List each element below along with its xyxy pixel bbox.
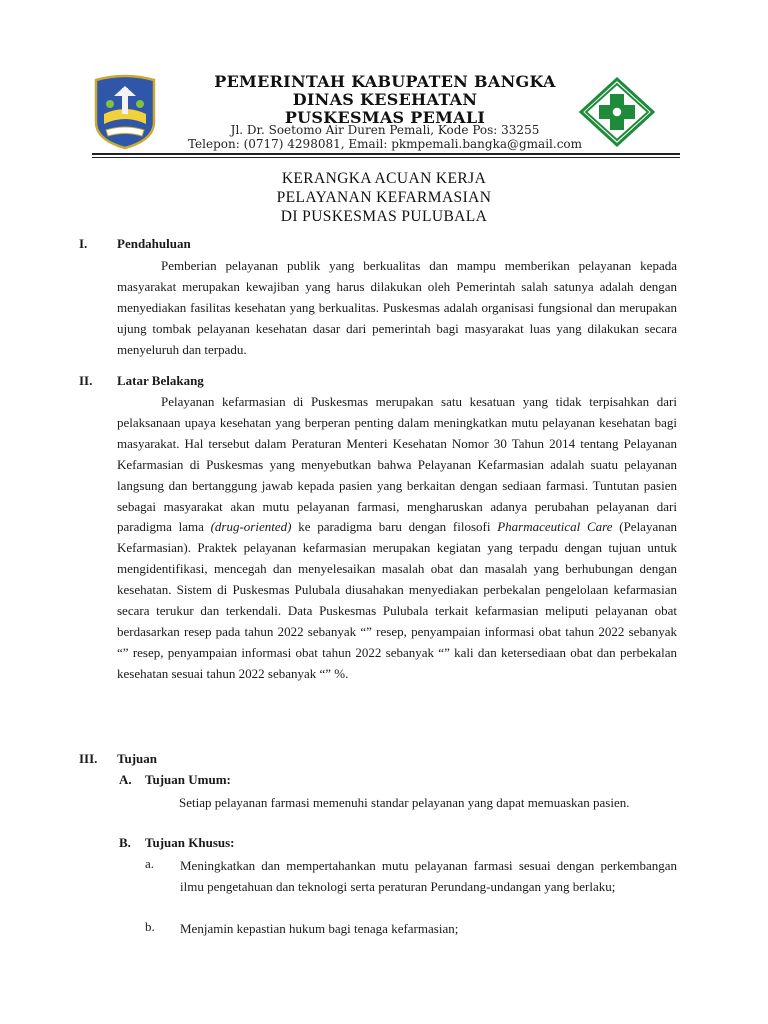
- letterhead-address: Jl. Dr. Soetomo Air Duren Pemali, Kode Pos: 33255: [230, 123, 540, 137]
- doc-title-line1: KERANGKA ACUAN KERJA: [281, 170, 487, 187]
- letterhead: [0, 62, 768, 162]
- list-item: Menjamin kepastian hukum bagi tenaga kefarmasian;: [180, 921, 459, 936]
- letterhead-rule-thin: [92, 157, 680, 158]
- letterhead-rule-thick: [92, 153, 680, 155]
- subsection-letter: A.: [119, 772, 132, 787]
- italic-term: Pharmaceutical Care: [497, 519, 613, 535]
- italic-term: (drug-oriented): [210, 519, 292, 535]
- letterhead-institution: PUSKESMAS PEMALI: [284, 108, 486, 127]
- list-item-letter: a.: [145, 856, 155, 871]
- doc-title-line2: PELAYANAN KEFARMASIAN: [276, 189, 492, 206]
- letterhead-department: DINAS KESEHATAN: [292, 90, 478, 109]
- section-number: III.: [79, 751, 98, 766]
- paragraph-text: Pelayanan kefarmasian di Puskesmas merupakan satu kesatuan yang tidak terpisahkan dari pelaksanaan upaya kesehatan yang berperan penting dalam meningkatkan mutu pelayanan kesehatan bagi masyarakat. Hal tersebut dalam Peraturan Menteri Kesehatan Nomor 30 Tahun 2014 tentang Pelayanan Kefarmasian di Puskesmas yang menyebutkan bahwa Pelayanan Kefarmasian adalah suatu pelayanan langsung dan bertanggung jawab kepada pasien yang berkaitan dengan sediaan farmasi. Tuntutan pasien sebagai masyarakat akan mutu pelayanan farmasi, mengharuskan adanya perubahan pelayanan dari paradigma lama: [117, 394, 677, 535]
- subsection-letter: B.: [119, 835, 131, 850]
- list-item-letter: b.: [145, 919, 155, 934]
- subsection-title: Tujuan Umum:: [145, 772, 231, 787]
- letterhead-government: PEMERINTAH KABUPATEN BANGKA: [214, 72, 556, 91]
- section-paragraph: [117, 392, 677, 685]
- paragraph-text: Pemberian pelayanan publik yang berkualitas dan mampu memberikan pelayanan kepada masyarakat merupakan kewajiban yang harus dilakukan oleh Pemerintah salah satunya adalah dengan menyediakan fasilitas kesehatan yang berkualitas. Puskesmas adalah organisasi fungsional dan merupakan ujung tombak pelayanan kesehatan dasar dari pemerintah bagi masyarakat luas yang dilakukan secara menyeluruh dan terpadu.: [117, 258, 677, 357]
- section-title: Latar Belakang: [117, 373, 204, 388]
- list-item: Meningkatkan dan mempertahankan mutu pelayanan farmasi sesuai dengan perkembangan ilmu pengetahuan dan teknologi serta peraturan Perundang-undangan yang berlaku;: [180, 858, 677, 894]
- subsection-title: Tujuan Khusus:: [145, 835, 235, 850]
- section-title: Tujuan: [117, 751, 157, 766]
- paragraph-text: (Pelayanan Kefarmasian). Praktek pelayanan kefarmasian merupakan kegiatan yang terpadu dengan tujuan untuk mengidentifikasi, mencegah dan menyelesaikan masalah obat dan masalah yang berhubungan dengan kesehatan. Sistem di Puskesmas Pulubala diusahakan menyediakan perbekalan pengelolaan kefarmasian secara terukur dan terkendali. Data Puskesmas Pulubala terkait kefarmasian meliputi pelayanan obat berdasarkan resep pada tahun 2022 sebanyak “” resep, penyampaian informasi obat tahun 2022 sebanyak “” resep, penyampaian informasi obat tahun 2022 sebanyak “” kali dan ketersediaan obat dan perbekalan kesehatan sesuai tahun 2022 sebanyak “” %.: [117, 519, 677, 681]
- section-title: Pendahuluan: [117, 236, 191, 251]
- paragraph-text: Setiap pelayanan farmasi memenuhi standar pelayanan yang dapat memuaskan pasien.: [179, 795, 630, 810]
- subsection-paragraph: [145, 793, 677, 814]
- section-paragraph: [117, 256, 677, 361]
- section-number: II.: [79, 373, 93, 388]
- letterhead-contact: Telepon: (0717) 4298081, Email: pkmpemali.bangka@gmail.com: [187, 137, 583, 151]
- doc-title-line3: DI PUSKESMAS PULUBALA: [280, 208, 488, 225]
- paragraph-text: ke paradigma baru dengan filosofi: [298, 519, 491, 535]
- section-number: I.: [79, 236, 88, 251]
